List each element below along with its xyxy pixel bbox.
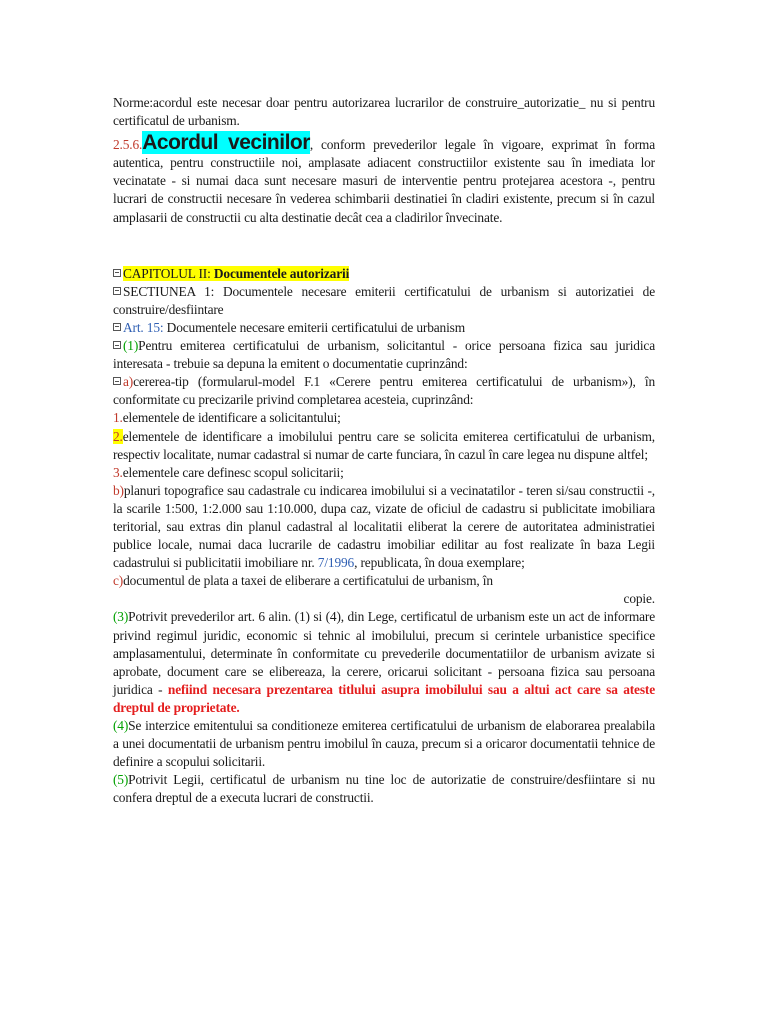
acord-text: , conform prevederilor legale în vigoare, exprimat în forma autentica, pentru constructiile noi, amplasate adiacent constructiilor existente sau în imediata lor vecinatate - si numai daca sunt necesare masuri de interventie pentru protejarea acestora -, pentru lucrari de constructii necesare în vederea schimbarii destinatiei în cladiri existente, precum si în cazul amplasarii de constructii cu alta destinatie decât cea a cladirilor învecinate. [113,137,655,225]
paragraph-1-number: (1) [123,338,139,354]
paragraph-c-tail: copie. [623,591,655,607]
item-3 [113,464,655,482]
paragraph-3-text: Potrivit prevederilor art. 6 alin. (1) si (4), din Lege, certificatul de urbanism este un act de informare privind regimul juridic, economic si tehnic al imobilului, precum si cerintele urbanistice specifice amplasamentului, determinate în conformitate cu prevederile documentatiilor de urbanism avizate si aprobate, document care se elibereaza, la cerere, oricarui solicitant - persoana fizica sau persoana juridica - [113,609,655,697]
paragraph-b-letter: b) [113,482,124,498]
spacer [113,227,655,245]
item-1 [113,409,655,427]
paragraph-4-number: (4) [113,718,129,733]
paragraph-a-letter: a) [123,374,134,390]
paragraph-1-text: Pentru emiterea certificatului de urbanism, solicitantul - orice persoana fizica sau juridica interesata - trebuie sa depuna la emitent o documentatie cuprinzând: [113,338,655,372]
paragraph-a-text: cererea-tip (formularul-model F.1 «Cerere pentru emiterea certificatului de urbanism»), în conformitate cu precizarile privind completarea acesteia, cuprinzând: [113,374,655,408]
paragraph-3 [113,608,655,717]
collapse-box-icon[interactable] [113,341,121,349]
paragraph-b [113,482,655,572]
sectiunea-heading [113,283,655,319]
paragraph-c-letter: c) [113,573,124,589]
item-3-number: 3. [113,464,123,480]
paragraph-1 [113,337,655,373]
law-link[interactable]: 7/1996 [317,555,355,571]
paragraph-3-red: nefiind necesara prezentarea titlului asupra imobilului sau a altui act care sa ateste dreptul de proprietate. [113,681,656,715]
item-1-number: 1. [113,410,123,426]
paragraph-3-number: (3) [113,609,129,625]
item-1-text: elementele de identificare a solicitantului; [122,410,341,426]
document-page [113,94,655,807]
collapse-box-icon[interactable] [113,377,121,385]
paragraph-4 [113,717,655,771]
collapse-box-icon[interactable] [113,269,121,277]
art-heading [113,319,655,337]
item-2-number: 2. [113,428,123,444]
capitol-heading [113,265,655,283]
item-2-text: elementele de identificare a imobilului pentru care se solicita emiterea certificatului de urbanism, respectiv localitate, numar cadastral si numar de carte funciara, în cazul în care legea nu dispune altfel; [113,428,655,462]
paragraph-5-text: Potrivit Legii, certificatul de urbanism nu tine loc de autorizatie de construire/desfiintare si nu confera dreptul de a executa lucrari de constructii. [113,772,655,806]
norme-text: Norme:acordul este necesar doar pentru autorizarea lucrarilor de construire_autorizatie_ nu si pentru certificatul de urbanism. [113,95,655,129]
spacer [113,245,655,263]
sectiunea-text: SECTIUNEA 1: Documentele necesare emiterii certificatului de urbanism si autorizatiei de construire/desfiintare [113,283,655,317]
acord-title: Acordul vecinilor [142,131,310,155]
paragraph-4-text: Se interzice emitentului sa conditioneze emiterea certificatului de urbanism de elaborarea prealabila a unei documentatii de urbanism pentru imobilul în cauza, precum si a oricaror documentatii tehnice de definire a scopului solicitarii. [113,718,655,770]
paragraph-5-number: (5) [113,772,129,788]
item-3-text: elementele care definesc scopul solicitarii; [122,464,344,480]
paragraph-b-tail: , republicata, în doua exemplare; [354,555,525,571]
paragraph-c [113,572,655,608]
collapse-box-icon[interactable] [113,323,121,331]
capitol-label: CAPITOLUL II: [123,265,211,281]
collapse-box-icon[interactable] [113,287,121,295]
paragraph-5 [113,771,655,807]
art-title: Documentele necesare emiterii certificatului de urbanism [166,319,466,335]
norme-paragraph [113,94,655,130]
paragraph-a [113,373,655,409]
art-label[interactable]: Art. 15: [123,319,164,335]
paragraph-b-text: planuri topografice sau cadastrale cu indicarea imobilului si a vecinatatilor - teren si/sau constructii -, la scarile 1:500, 1:2.000 sau 1:10.000, dupa caz, vizate de oficiul de cadastru si publicitate imobiliara teritorial, sau extras din planul cadastral al localitatii eliberat la cerere de autoritatea administratiei publice locale, numai daca lucrarile de cadastru imobiliar edilitar au fost realizate în baza Legii cadastrului si publicitatii imobiliare nr. [113,482,655,571]
acord-number: 2.5.6. [113,137,143,153]
capitol-title: Documentele autorizarii [213,265,350,281]
paragraph-c-text: documentul de plata a taxei de eliberare a certificatului de urbanism, în [123,573,493,589]
item-2 [113,428,655,464]
acord-paragraph [113,131,655,226]
